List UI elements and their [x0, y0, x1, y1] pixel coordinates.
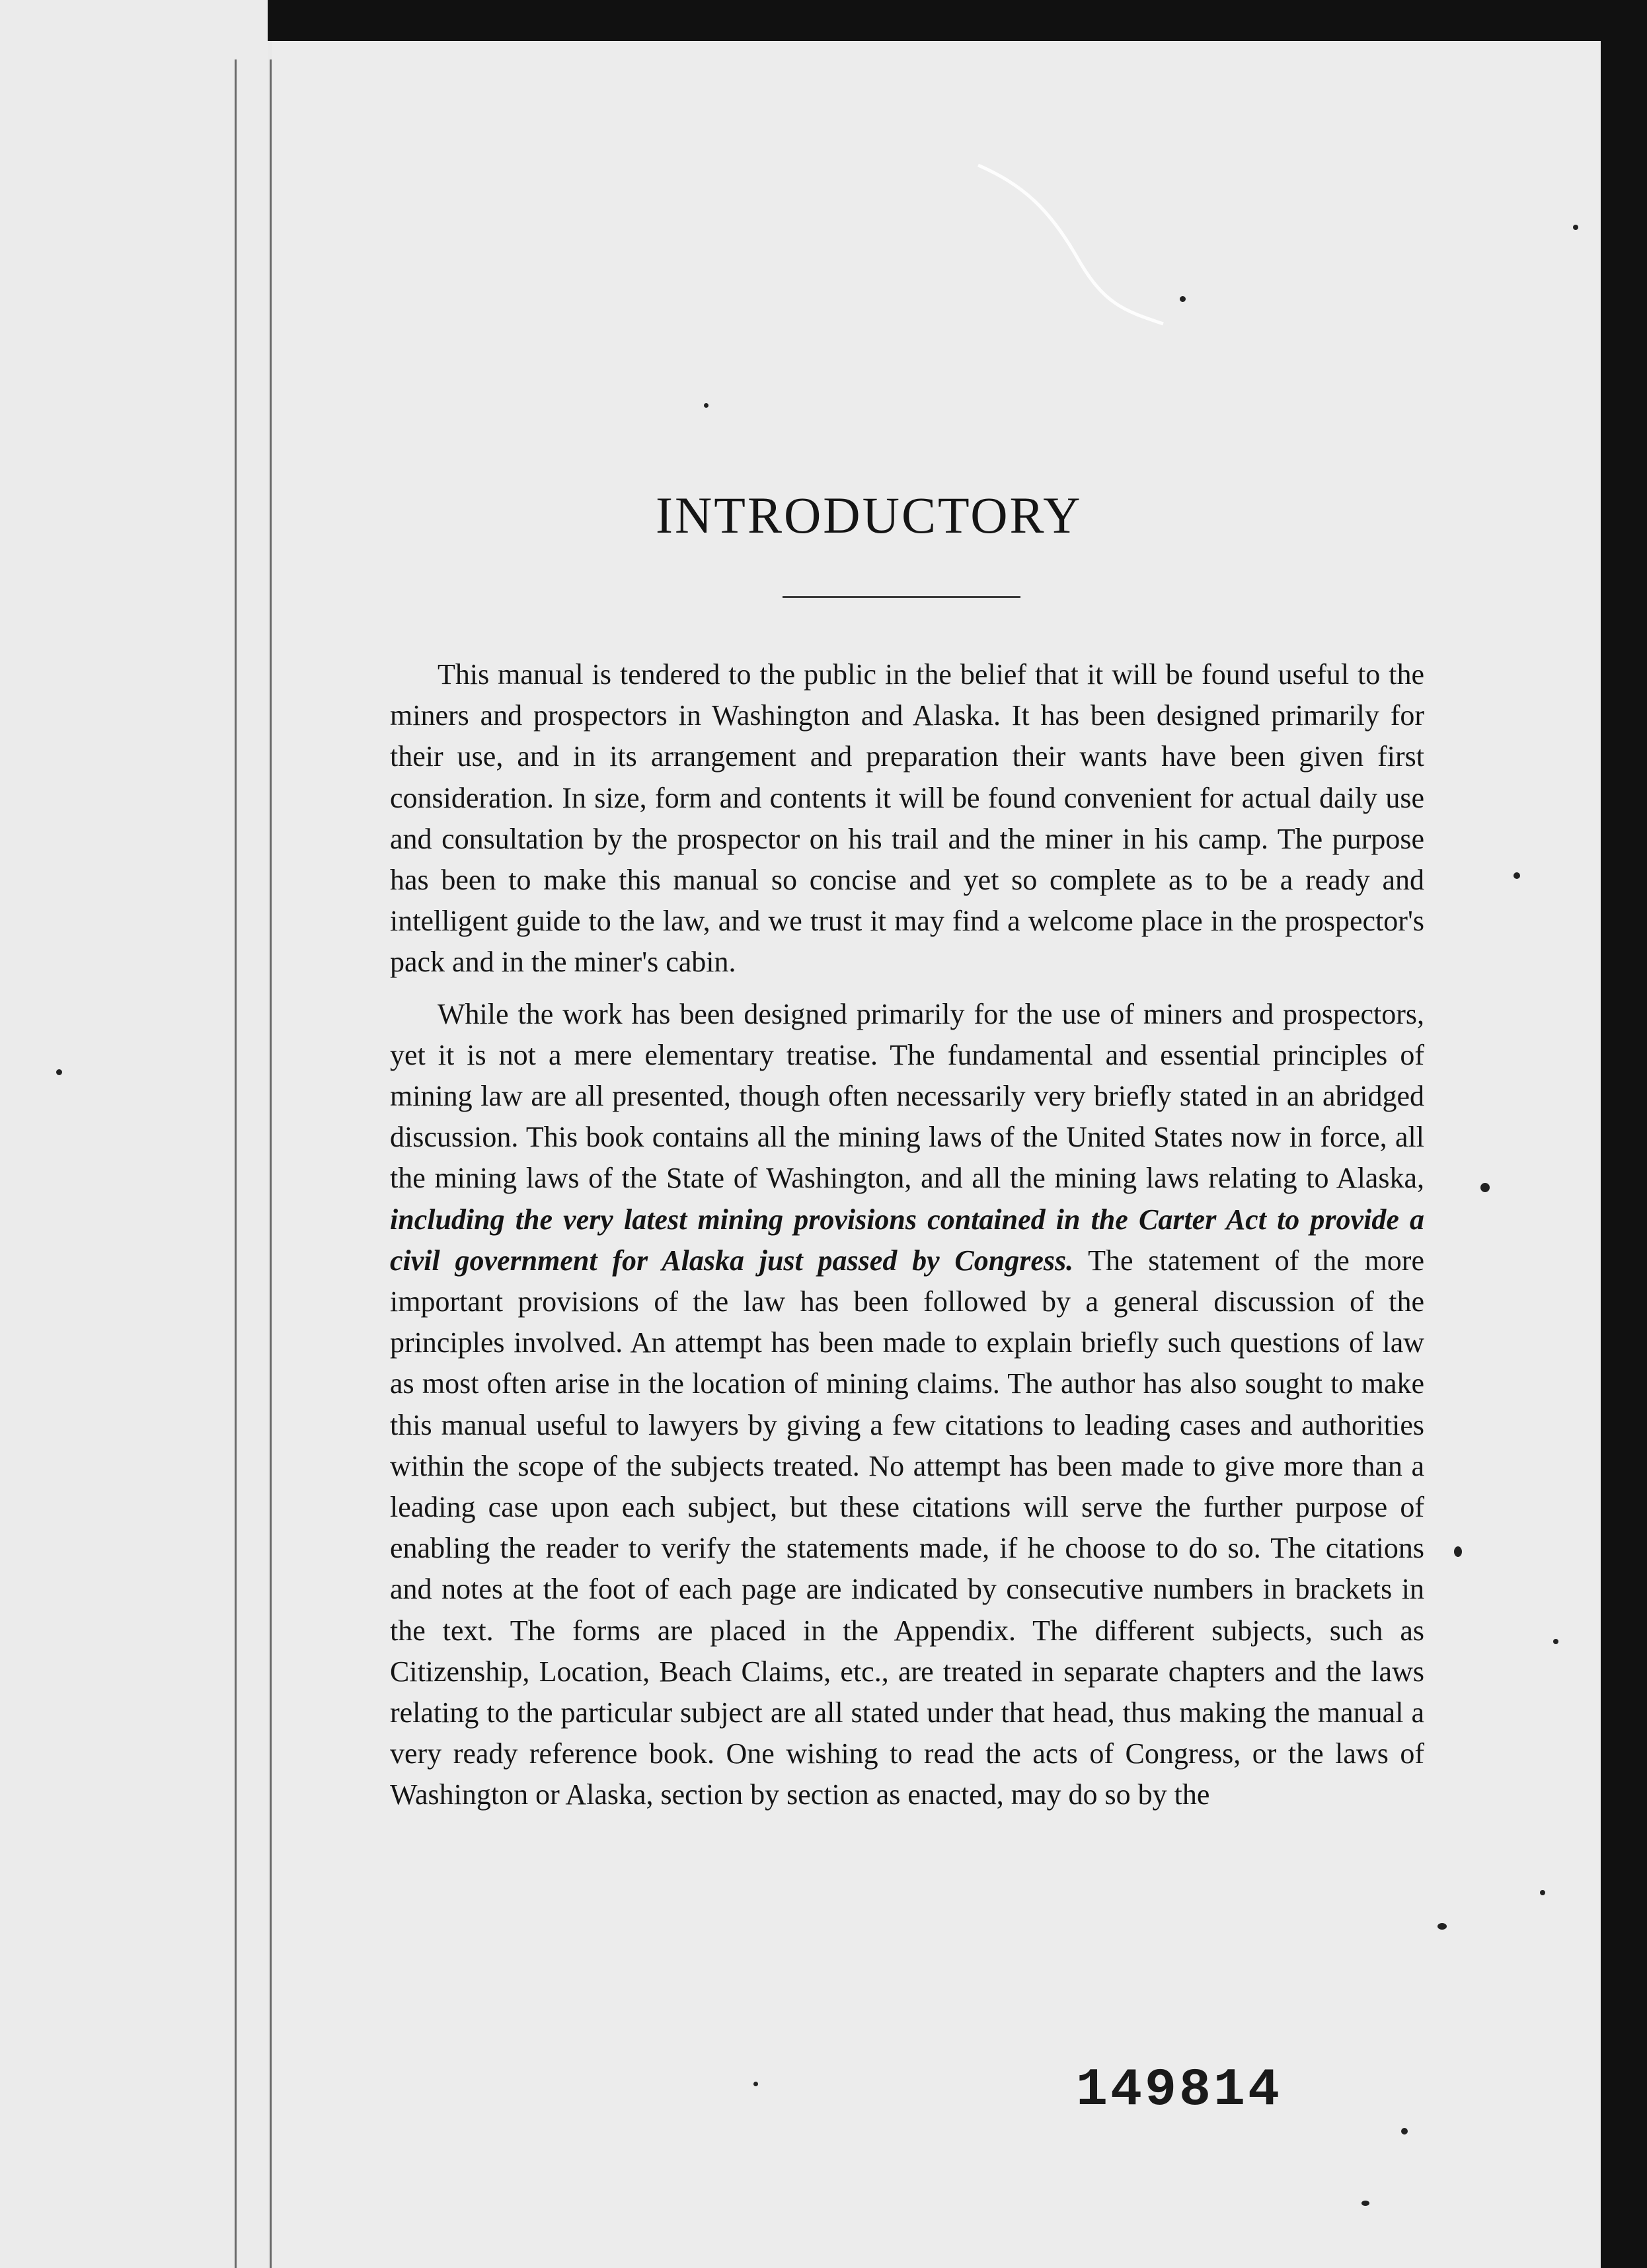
speck	[1553, 1639, 1558, 1644]
speck	[56, 1069, 62, 1075]
speck	[1540, 1890, 1545, 1895]
paragraph	[390, 994, 1424, 1816]
paragraph-text: The statement of the more important provisions of the law has been followed by a general discussion of the principles involved. An attempt has been made to explain briefly such questions of law as most often arise in the location of mining claims. The author has also sought to make this manual useful to lawyers by giving a few citations to leading cases and authorities within the scope of the subjects treated. No attempt has been made to give more than a leading case upon each subject, but these citations will serve the further purpose of enabling the reader to verify the statements made, if he choose to do so. The citations and notes at the foot of each page are indicated by consecutive numbers in brackets in the text. The forms are placed in the Appendix. The different subjects, such as Citizenship, Location, Beach Claims, etc., are treated in separate chapters and the laws relating to the particular subject are all stated under that head, thus making the manual a very ready reference book. One wishing to read the acts of Congress, or the laws of Washington or Alaska, section by section as enacted, may do so by the	[390, 1244, 1424, 1811]
paper-crease-mark	[972, 159, 1170, 330]
speck	[1401, 2128, 1408, 2135]
speck	[753, 2082, 758, 2086]
left-blank-leaf	[0, 0, 268, 2268]
page-title: INTRODUCTORY	[656, 486, 1083, 544]
title-underline	[783, 596, 1020, 598]
gutter-line	[235, 59, 237, 2268]
speck	[1361, 2201, 1369, 2206]
paragraph-text: While the work has been designed primarily for the use of miners and prospectors, yet it is not a mere elementary treatise. The fundamental and essential principles of mining law are all presented, though often necessarily very briefly stated in an abridged discussion. This book contains all the mining laws of the United States now in force, all the mining laws of the State of Washington, and all the mining laws relating to Alaska,	[390, 997, 1424, 1195]
accession-number-stamp: 149814	[1076, 2060, 1283, 2121]
speck	[704, 403, 709, 408]
speck	[1180, 296, 1186, 302]
paragraph: This manual is tendered to the public in the belief that it will be found useful to the miners and prospectors in Washington and Alaska. It has been designed primarily for their use, and in its arrangement and preparation their wants have been given first consideration. In size, form and contents it will be found convenient for actual daily use and consultation by the prospector on his trail and the miner in his camp. The purpose has been to make this manual so concise and yet so complete as to be a ready and intelligent guide to the law, and we trust it may find a welcome place in the prospector's pack and in the miner's cabin.	[390, 658, 1424, 979]
body-text	[390, 654, 1424, 1816]
page-edge-line	[270, 59, 272, 2268]
scan-right-edge	[1601, 0, 1647, 2268]
emphasized-text: including the very latest mining provisions contained in the Carter Act to provide a civil government for Alaska just passed by Congress.	[390, 1203, 1424, 1277]
speck	[1513, 872, 1520, 879]
speck	[1480, 1183, 1490, 1192]
speck	[1573, 225, 1578, 230]
speck	[1454, 1546, 1462, 1557]
speck	[1437, 1923, 1447, 1930]
